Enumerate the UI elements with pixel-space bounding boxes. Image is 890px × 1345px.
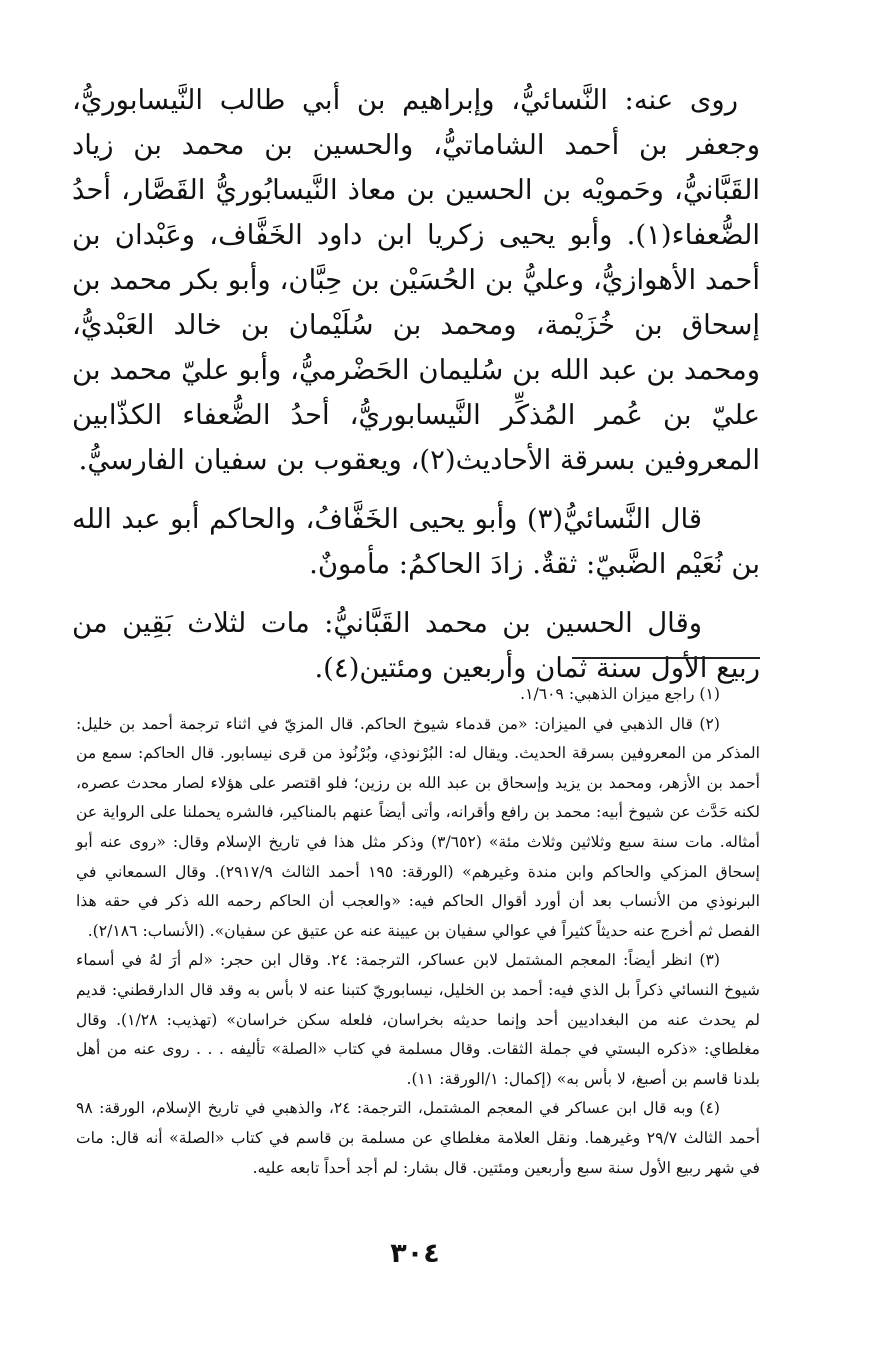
main-text — [72, 78, 760, 705]
paragraph-reliability: قال النَّسائيُّ(٣) وأبو يحيى الخَفَّافُ، والحاكم أبو عبد الله بن نُعَيْم الضَّبيّ: ثقةٌ. زادَ الحاكمُ: مأمونٌ. — [72, 503, 760, 580]
footnote-separator-line — [572, 657, 760, 659]
footnote-2: (٢) قال الذهبي في الميزان: «من قدماء شيوخ الحاكم. قال المزيّ في اثناء ترجمة أحمد بن خليل: المذكر من المعروفين بسرقة الحديث. ويقال له: البُرْنوذي، وبُرْنُوذ من قرى نيسابور. قال الحاكم: سمع من أحمد بن الأزهر، ومحمد بن يزيد وإسحاق بن عبد الله بن رزين؛ فلو اقتصر على هؤلاء لصار محدث عصره، لكنه حَدَّث عن شيوخ أبيه: محمد بن رافع وأقرانه، وأتى أيضاً عنهم بالمناكير، فالشره يحملنا على الرواية عن أمثاله. مات سنة سبع وثلاثين وثلاث مئة» (٣/٦٥٢) وذكر مثل هذا في تاريخ الإسلام وقال: «روى عنه أبو إسحاق المزكي والحاكم وابن مندة وغيرهم» (الورقة: ١٩٥ أحمد الثالث ٢٩١٧/٩). وقال السمعاني في البرنوذي من الأنساب بعد أن أورد أقوال الحاكم فيه: «والعجب أن الحاكم رحمه الله ذكر في حقه هذا الفصل ثم أخرج عنه حديثاً كثيراً في عوالي سفيان بن عيينة عنه عن عتيق عن سفيان». (الأنساب: ٢/١٨٦). — [76, 714, 760, 940]
page-number: ٣٠٤ — [390, 1238, 440, 1269]
footnote-1: (١) راجع ميزان الذهبي: ١/٦٠٩. — [520, 685, 720, 703]
paragraph-narrators: روى عنه: النَّسائيُّ، وإبراهيم بن أبي طالب النَّيسابوريُّ، وجعفر بن أحمد الشاماتيُّ، والحسين بن محمد بن زياد القَبَّانيُّ، وحَمويْه بن الحسين بن معاذ النَّيسابُوريُّ القَصَّار، أحدُ الضُّعفاء(١). وأبو يحيى زكريا ابن داود الخَفَّاف، وعَبْدان بن أحمد الأهوازيُّ، وعليُّ بن الحُسَيْن بن حِبَّان، وأبو بكر محمد بن إسحاق بن خُزَيْمة، ومحمد بن سُلَيْمان بن خالد العَبْديُّ، ومحمد بن عبد الله بن سُليمان الحَضْرميُّ، وأبو عليّ محمد بن عليّ بن عُمر المُذكِّر النَّيسابوريُّ، أحدُ الضُّعفاء الكذّابين المعروفين بسرقة الأحاديث(٢)، ويعقوب بن سفيان الفارسيُّ. — [72, 84, 760, 476]
paragraph-death-date: وقال الحسين بن محمد القَبَّانيُّ: مات لثلاث بَقِين من ربيع الأول سنة ثمان وأربعين ومئتين(٤). — [72, 607, 760, 684]
footnote-3: (٣) انظر أيضاً: المعجم المشتمل لابن عساكر، الترجمة: ٢٤. وقال ابن حجر: «لم أرَ لهُ في أسماء شيوخ النسائي ذكراً بل الذي فيه: أحمد بن الخليل، نيسابوريّ كتبنا عنه لا بأس به وقد قال الدارقطني: قديم لم يحدث عنه من البغداديين أحد وإنما حديثه بخراسان، فلعله سكن خراسان» (تهذيب: ١/٢٨). وقال مغلطاي: «ذكره البستي في جملة الثقات. وقال مسلمة في كتاب «الصلة» تأليفه . . . روى عنه من أهل بلدنا قاسم بن أصبغ، لا بأس به» (إكمال: ١/الورقة: ١١). — [76, 951, 760, 1088]
footnote-4: (٤) وبه قال ابن عساكر في المعجم المشتمل، الترجمة: ٢٤، والذهبي في تاريخ الإسلام، الورقة: ٩٨ أحمد الثالث ٢٩/٧ وغيرهما. ونقل العلامة مغلطاي عن مسلمة بن قاسم في كتاب «الصلة» أنه قال: مات في شهر ربيع الأول سنة سبع وأربعين ومئتين. قال بشار: لم أجد أحداً تابعه عليه. — [76, 1099, 760, 1177]
footnotes — [76, 680, 760, 1183]
